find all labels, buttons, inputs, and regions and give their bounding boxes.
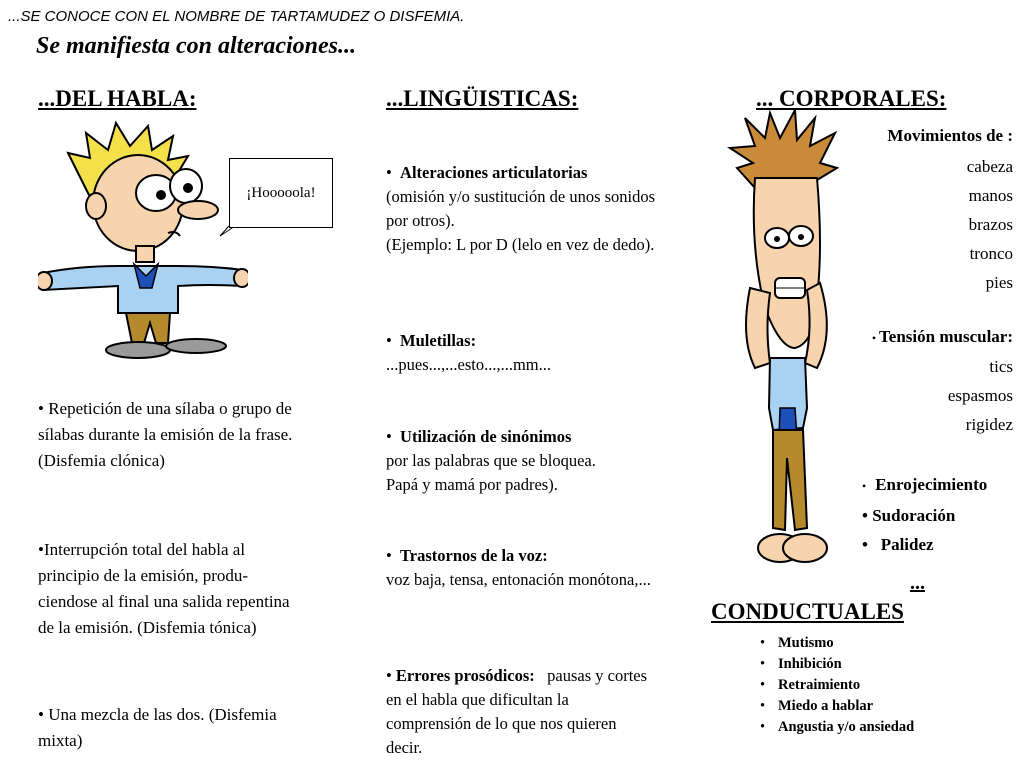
tension-title-text: Tensión muscular:: [879, 327, 1013, 346]
habla-item-clonica: • Repetición de una sílaba o grupo de sílabas durante la emisión de la frase.(Disfemia clónica): [38, 399, 293, 470]
mov-list: [833, 152, 1013, 297]
ling-item-text: por las palabras que se bloquea.: [386, 451, 596, 470]
ling-item-text: ...pues...,...esto...,...mm...: [386, 355, 551, 374]
ling-item-title: Muletillas:: [400, 331, 477, 350]
mov-item: tronco: [969, 244, 1013, 263]
mov-item: pies: [985, 273, 1013, 292]
habla-item-tonica: •Interrupción total del habla al principio de la emisión, produ-ciendose al final una salida repentina de la emisión. (Disfemia tónica): [38, 540, 290, 637]
sign-item: Sudoración: [872, 506, 956, 525]
tension-list: [833, 352, 1013, 439]
ling-item-text: (omisión y/o sustitución de unos sonidos por otros).: [386, 187, 656, 230]
heading-conductuales: CONDUCTUALES: [711, 599, 904, 624]
boy-cartoon-illustration: [38, 118, 248, 363]
top-line: ...SE CONOCE CON EL NOMBRE DE TARTAMUDEZ O DISFEMIA.: [8, 8, 465, 25]
ling-item-articulatorias: • Alteraciones articulatorias (omisión y/o sustitución de unos sonidos por otros). (Ejemplo: L por D (lelo en vez de dedo).: [386, 161, 656, 257]
list-item: • Miedo a hablar: [760, 698, 874, 714]
heading-corporales: ... CORPORALES:: [756, 86, 947, 111]
sign-item: Enrojecimiento: [875, 475, 988, 494]
speech-bubble: ¡Hooooola!: [229, 158, 333, 228]
conductuales-list: [760, 633, 914, 738]
heading-habla: ...DEL HABLA:: [38, 86, 197, 111]
mov-item: cabeza: [966, 157, 1013, 176]
ling-item-example: (Ejemplo: L por D (lelo en vez de dedo).: [386, 235, 655, 254]
tension-title: • Tensión muscular:: [871, 327, 1013, 346]
habla-item-mixta: • Una mezcla de las dos. (Disfemia mixta): [38, 705, 277, 750]
list-item: • Angustia y/o ansiedad: [760, 719, 915, 735]
ling-item-sinonimos: • Utilización de sinónimos por las palabras que se bloquea. Papá y mamá por padres).: [386, 425, 656, 497]
mov-title: Movimientos de :: [887, 126, 1013, 145]
other-signs-list: • Enrojecimiento • Sudoración • Palidez: [862, 475, 988, 554]
list-item: • Inhibición: [760, 656, 842, 672]
ling-item-title: Trastornos de la voz:: [400, 546, 548, 565]
ling-item-title: Errores prosódicos:: [395, 666, 535, 685]
ling-item-voz: • Trastornos de la voz: voz baja, tensa, entonación monótona,...: [386, 544, 656, 592]
ling-item-text: pausas y cortes en el habla que dificultan la comprensión de lo que nos quieren decir.: [386, 666, 648, 757]
ling-item-example: Papá y mamá por padres).: [386, 475, 558, 494]
list-item: • Retraimiento: [760, 677, 861, 693]
list-item: • Mutismo: [760, 635, 834, 651]
mov-item: manos: [968, 186, 1013, 205]
ling-item-title: Utilización de sinónimos: [400, 427, 572, 446]
tension-item: rigidez: [965, 415, 1013, 434]
tension-item: espasmos: [947, 386, 1013, 405]
conductuales-dots: ...: [910, 572, 925, 594]
mov-item: brazos: [968, 215, 1013, 234]
ling-item-muletillas: • Muletillas: ...pues...,...esto...,...mm...: [386, 329, 656, 377]
ling-item-text: voz baja, tensa, entonación monótona,...: [386, 570, 651, 589]
heading-linguisticas: ...LINGÜISTICAS:: [386, 86, 579, 111]
tension-item: tics: [989, 357, 1013, 376]
subtitle: Se manifiesta con alteraciones...: [36, 33, 356, 59]
sign-item: Palidez: [880, 535, 934, 554]
ling-item-title: Alteraciones articulatorias: [400, 163, 588, 182]
nervous-man-cartoon-illustration: [725, 108, 845, 570]
ling-item-prosodicos: • Errores prosódicos: pausas y cortes en el habla que dificultan la comprensión de lo que nos quieren decir.: [386, 666, 648, 757]
